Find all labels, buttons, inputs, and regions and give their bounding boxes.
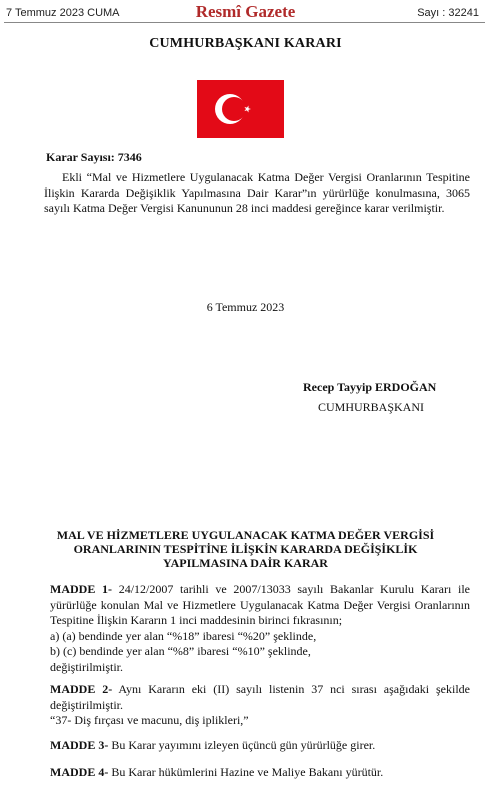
signature-date: 6 Temmuz 2023 bbox=[206, 300, 285, 314]
article-item: “37- Diş fırçası ve macunu, diş iplikleri,” bbox=[50, 713, 249, 727]
header-date: 7 Temmuz 2023 CUMA bbox=[6, 7, 120, 19]
article-label: MADDE 2- bbox=[50, 682, 113, 696]
decree-intro: Ekli “Mal ve Hizmetlere Uygulanacak Katma Değer Vergisi Oranlarının Tespitine İlişkin Kararda Değişiklik Yapılmasına Dair Karar”ın yürürlüğe konulmasına, 3065 sayılı Katma Değer Vergisi Kanununun 28 inci maddesi gereğince karar verilmiştir. bbox=[44, 170, 470, 215]
article-item: a) (a) bendinde yer alan “%18” ibaresi “%20” şeklinde, bbox=[50, 628, 317, 643]
article-2 bbox=[50, 682, 470, 729]
article-item: değiştirilmiştir. bbox=[50, 659, 124, 674]
decree-number: Karar Sayısı: 7346 bbox=[46, 150, 142, 164]
signatory-name: Recep Tayyip ERDOĞAN bbox=[303, 380, 437, 394]
article-label: MADDE 4- bbox=[50, 765, 109, 779]
gazette-title: Resmî Gazete bbox=[195, 2, 296, 21]
article-4 bbox=[50, 765, 470, 781]
article-text: Aynı Kararın eki (II) sayılı listenin 37 nci sırası aşağıdaki şekilde değiştirilmiştir. bbox=[50, 682, 470, 712]
article-label: MADDE 3- bbox=[50, 738, 109, 752]
article-3 bbox=[50, 738, 470, 754]
article-text: 24/12/2007 tarihli ve 2007/13033 sayılı Bakanlar Kurulu Kararı ile yürürlüğe konulan Mal ve Hizmetlere Uygulanacak Katma Değer Vergisi Oranlarının Tespitine İlişkin Kararın 1 inci maddesinin birinci fıkrasının; bbox=[50, 582, 471, 627]
article-item: b) (c) bendinde yer alan “%8” ibaresi “%10” şeklinde, bbox=[50, 644, 311, 658]
turkish-flag-icon bbox=[197, 80, 284, 138]
regulation-title: MAL VE HİZMETLERE UYGULANACAK KATMA DEĞER VERGİSİ ORANLARININ TESPİTİNE İLİŞKİN KARARDA DEĞİŞİKLİK YAPILMASINA DAİR KARAR bbox=[56, 528, 435, 570]
issue-number: Sayı : 32241 bbox=[417, 7, 479, 19]
signatory-title: CUMHURBAŞKANI bbox=[318, 400, 425, 414]
article-1 bbox=[50, 582, 470, 675]
decree-title: CUMHURBAŞKANI KARARI bbox=[149, 36, 342, 51]
header-divider bbox=[4, 22, 485, 23]
article-label: MADDE 1- bbox=[50, 582, 112, 596]
article-text: Bu Karar yayımını izleyen üçüncü gün yürürlüğe girer. bbox=[111, 738, 376, 752]
article-text: Bu Karar hükümlerini Hazine ve Maliye Bakanı yürütür. bbox=[111, 765, 384, 779]
